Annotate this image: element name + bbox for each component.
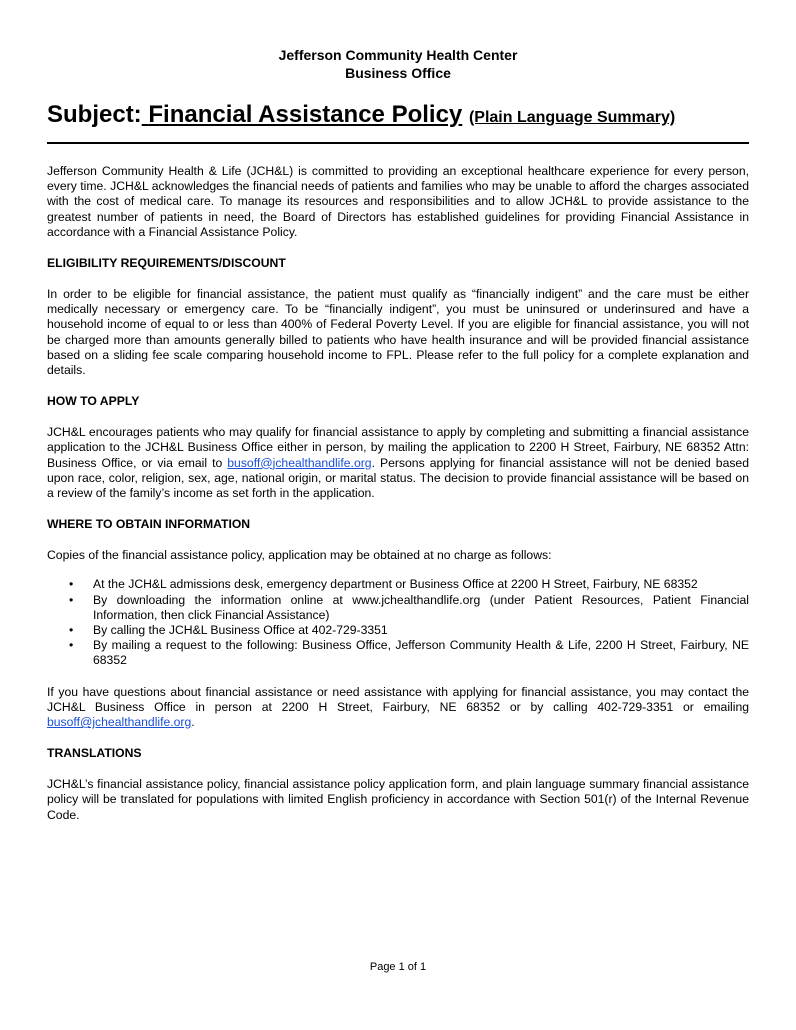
horizontal-rule — [47, 142, 749, 144]
obtain-info-lead: Copies of the financial assistance policy, application may be obtained at no charge as follows: — [47, 548, 552, 563]
eligibility-heading: ELIGIBILITY REQUIREMENTS/DISCOUNT — [47, 256, 286, 271]
list-item-text: At the JCH&L admissions desk, emergency department or Business Office at 2200 H Street, Fairbury, NE 68352 — [93, 577, 698, 592]
translations-paragraph: JCH&L’s financial assistance policy, financial assistance policy application form, and plain language summary financial assistance policy will be translated for populations with limited English proficiency in accordance with Section 501(r) of the Internal Revenue Code. — [47, 777, 749, 822]
bullet-icon: • — [69, 638, 74, 653]
eligibility-paragraph: In order to be eligible for financial assistance, the patient must qualify as “financially indigent” and the care must be either medically necessary or emergency care. To be “financially indigent”, you must be uninsured or underinsured and have a household income of equal to or less than 400% of Federal Poverty Level. If you are eligible for financial assistance, you will not be charged more than amounts generally billed to patients who have health insurance and will be provided financial assistance based on a sliding fee scale comparing household income to FPL. Please refer to the full policy for a complete explanation and details. — [47, 287, 749, 378]
intro-paragraph: Jefferson Community Health & Life (JCH&L) is committed to providing an exceptional healthcare experience for every person, every time. JCH&L acknowledges the financial needs of patients and families who may be unable to afford the charges associated with the cost of medical care. To manage its resources and responsibilities and to allow JCH&L to provide assistance to the greatest number of patients in need, the Board of Directors has established guidelines for providing Financial Assistance in accordance with a Financial Assistance Policy. — [47, 164, 749, 239]
bullet-icon: • — [69, 592, 74, 607]
subject-title: Financial Assistance Policy — [148, 101, 463, 128]
obtain-info-heading: WHERE TO OBTAIN INFORMATION — [47, 517, 251, 532]
list-item-text: By calling the JCH&L Business Office at 402-729-3351 — [93, 623, 388, 638]
contact-text-after: . — [191, 715, 195, 730]
translations-heading: TRANSLATIONS — [47, 746, 142, 761]
contact-paragraph — [47, 685, 749, 731]
obtain-info-list — [47, 577, 749, 668]
how-to-apply-heading: HOW TO APPLY — [47, 394, 140, 409]
list-item — [69, 577, 749, 592]
list-item — [69, 638, 749, 668]
subject-line — [47, 100, 749, 133]
apply-text-after: . Persons applying for financial assistance will not be denied based upon race, color, religion, sex, age, national origin, or marital status. The decision to provide financial assistance will be based on a review of the family’s income as set forth in the application. — [47, 455, 749, 501]
apply-text-before: JCH&L encourages patients who may qualify for financial assistance to apply by completing and submitting a financial assistance application to the JCH&L Business Office either in person, by mailing the application to 2200 H Street, Fairbury, NE 68352 Attn: Business Office, or via email to — [47, 425, 749, 470]
subject-subtitle: (Plain Language Summary) — [468, 109, 676, 126]
org-name: Jefferson Community Health Center — [278, 47, 518, 63]
subject-label: Subject: — [47, 101, 142, 128]
list-item — [69, 623, 749, 638]
list-item-text: By mailing a request to the following: Business Office, Jefferson Community Health & Life, 2200 H Street, Fairbury, NE 68352 — [93, 638, 749, 668]
page-number: Page 1 of 1 — [369, 961, 427, 973]
contact-email-link[interactable]: busoff@jchealthandlife.org — [47, 715, 192, 730]
department-name: Business Office — [345, 65, 451, 81]
list-item-text: By downloading the information online at www.jchealthandlife.org (under Patient Resources, Patient Financial Information, then click Financial Assistance) — [93, 592, 749, 622]
list-item — [69, 592, 749, 623]
contact-text-before: If you have questions about financial assistance or need assistance with applying for financial assistance, you may contact the JCH&L Business Office in person at 2200 H Street, Fairbury, NE 68352 or by calling 402-729-3351 or emailing — [47, 684, 749, 714]
bullet-icon: • — [69, 623, 74, 638]
email-link[interactable]: busoff@jchealthandlife.org — [227, 455, 372, 470]
document-page — [47, 46, 749, 823]
how-to-apply-paragraph — [47, 425, 749, 501]
bullet-icon: • — [69, 577, 74, 592]
